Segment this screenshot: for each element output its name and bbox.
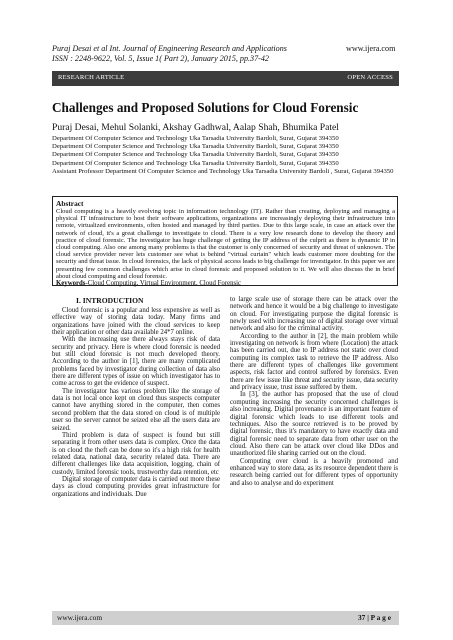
body-paragraph: The investigator has various problem like the storage of data is not local once kept on cloud thus suspects computer cannot have anything stored in the computer, then comes second problem that the data stored on cloud is of multiple user so the server cannot be seized else all the users data are seized. — [52, 387, 220, 432]
abstract-heading: Abstract — [56, 199, 84, 208]
right-column — [230, 296, 398, 487]
keywords-list: -Cloud Computing, Virtual Environment, Cloud Forensic — [85, 280, 242, 288]
journal-citation: Puraj Desai et al Int. Journal of Engineering Research and Applications — [52, 44, 287, 53]
affiliation-line: Department Of Computer Science and Technology Uka Tarsadia University Bardoli, Surat, Gujarat 394350 — [52, 135, 339, 142]
affiliation-line: Department Of Computer Science and Technology Uka Tarsadia University Bardoli, Surat, Gujarat 394350 — [52, 143, 339, 151]
article-type-bar — [52, 71, 399, 86]
keywords-line — [56, 280, 395, 288]
body-paragraph: Digital storage of computer data is carried out more these days as cloud computing provides great infrastructure for organizations and individuals. Due — [52, 475, 220, 498]
affiliations — [52, 135, 402, 176]
affiliation-line: Assistant Professor Department Of Computer Science and Technology Uka Tarsadia University Bardoli , Surat, Gujarat 394350 — [52, 167, 394, 175]
body-paragraph: to large scale use of storage there can be attack over the network and hence it would be a big challenge to investigate on cloud. For investigating purpose the digital forensic is newly used with increasing use of digital storage over virtual network and also for the criminal activity. — [230, 296, 398, 333]
body-paragraph: With the increasing use there always stays risk of data security and privacy. Here is where cloud forensic is needed but still cloud forensic is not much developed theory. According to the author in [1], there are many complicated problems faced by investigator during collection of data also there are different types of issue on which investigator has to come across to get the evidence of suspect. — [52, 336, 220, 388]
research-article-label: RESEARCH ARTICLE — [58, 74, 125, 81]
keywords-label: Keywords — [56, 280, 86, 288]
footer-url: www.ijera.com — [57, 613, 103, 622]
journal-url: www.ijera.com — [346, 44, 396, 53]
body-paragraph: Third problem is data of suspect is found but still separating it from other users data is complex. Once the data is on cloud the theft can be done so it's a high risk for health related data, national data, security related data. There are different challenges like data acquisition, logging, chain of custody, limited forensic tools, trustworthy data retention, etc — [52, 431, 220, 476]
page-number: 37 | P a g e — [357, 613, 391, 622]
body-paragraph: In [3], the author has proposed that the use of cloud computing increasing the security concerned challenges is also increasing. Digital provenance is an important feature of digital forensic which leads to use different tools and techniques. Also the source retrieved is to be proved by digital forensic, thus it's mandatory to have exactly data and digital forensic need to separate data from other user on the cloud. Also there can be attack over cloud like DDos and unauthorized file sharing carried out on the cloud. — [230, 391, 398, 458]
body-paragraph: Computing over cloud is a heavily promoted and enhanced way to store data, as its resource dependent there is research being carried out for different types of opportunity and also to analyse and do experiment — [230, 457, 398, 487]
paper-title: Challenges and Proposed Solutions for Cloud Forensic — [52, 100, 359, 115]
affiliation-line: Department Of Computer Science and Technology Uka Tarsadia University Bardoli, Surat, Gujarat 394350 — [52, 151, 339, 159]
page-footer — [52, 611, 399, 625]
open-access-label: OPEN ACCESS — [347, 74, 393, 81]
left-column — [52, 296, 220, 498]
body-paragraph: Cloud forensic is a popular and less expensive as well as effective way of storing data today. Many firms and organizations have joined with the cloud services to keep their application or other data available 24*7 online. — [52, 307, 220, 337]
abstract-text: Cloud computing is a heavily evolving topic in information technology (IT). Rather than creating, deploying and managing a physical IT infrastructure to host their software applications, organizations are increasingly deploying their infrastructure into remote, virtualized environments, often hosted and managed by third parties. Due to this large scale, in case an attack over the network of cloud, it's a great challenge to investigate to cloud. There is a very low research done to develop the theory and practice of cloud forensic. The investigator has huge challenge of getting the IP address of the culprit as there is dynamic IP in cloud computing. Also one among many problems is that the customer is only concerned of security and threat of unknown. The cloud service provider never lets customer see what is behind "virtual curtain" which leads customer more doubting for the security and threat issue. In cloud forensics, the lack of physical access leads to big challenge for investigator. In this paper we are presenting few common challenges which arise in cloud forensic and proposed solution to it. We will also discuss the in brief about cloud computing and cloud forensic. — [56, 208, 395, 280]
affiliation-line: Department Of Computer Science and Technology Uka Tarsadia University Bardoli, Surat, Gujarat 394350 — [52, 159, 339, 167]
abstract-box — [52, 196, 398, 286]
body-paragraph: According to the author in [2], the main problem while investigating on network is from where (Location) the attack has been carried out, due to IP address not static over cloud computing its complex task to retrieve the IP address. Also there are different types of challenges like government aspects, risk factor and control suffered by forensics. Even there are few issue like threat and security issue, data security and privacy issue, trust issue suffered by them. — [230, 332, 398, 392]
journal-issn: ISSN : 2248-9622, Vol. 5, Issue 1( Part 2), January 2015, pp.37-42 — [52, 54, 269, 63]
author-list: Puraj Desai, Mehul Solanki, Akshay Gadhwal, Aalap Shah, Bhumika Patel — [52, 122, 339, 133]
section-heading-introduction: I. INTRODUCTION — [76, 296, 144, 305]
